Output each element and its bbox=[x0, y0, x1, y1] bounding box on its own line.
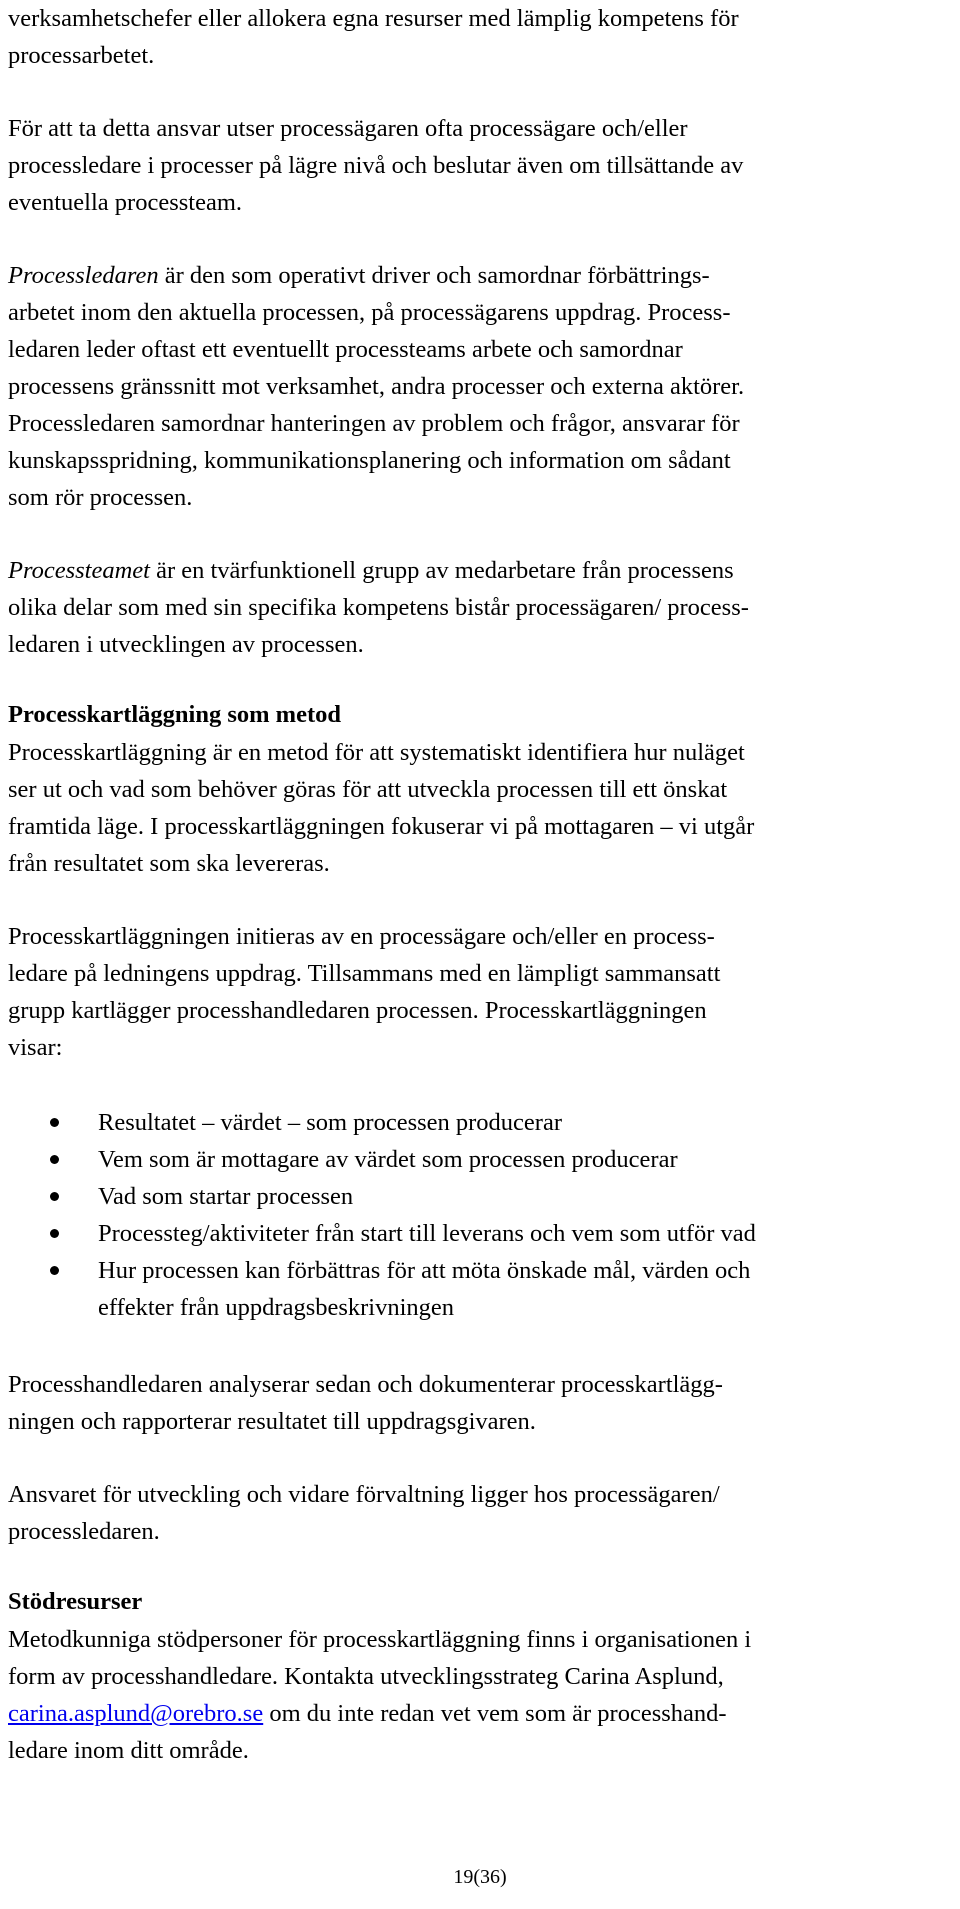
paragraph-gap bbox=[8, 1440, 948, 1476]
text-fragment: är en tvärfunktionell grupp av medarbetare från processens bbox=[149, 557, 734, 584]
text-line: visar: bbox=[8, 1034, 63, 1061]
leader-paragraph bbox=[8, 257, 948, 516]
text-line: ningen och rapporterar resultatet till uppdragsgivaren. bbox=[8, 1408, 536, 1435]
result-bullet-list bbox=[8, 1104, 948, 1326]
bullet-icon bbox=[50, 1192, 59, 1201]
text-line: verksamhetschefer eller allokera egna resurser med lämplig kompetens för bbox=[8, 5, 739, 32]
text-line: som rör processen. bbox=[8, 484, 193, 511]
paragraph-gap bbox=[8, 882, 948, 918]
text-fragment: är den som operativt driver och samordnar förbättrings- bbox=[158, 262, 710, 289]
text-line: grupp kartlägger processhandledaren processen. Processkartläggningen bbox=[8, 997, 707, 1024]
text-line bbox=[8, 257, 948, 294]
intro-paragraph bbox=[8, 0, 948, 74]
text-line: framtida läge. I processkartläggningen fokuserar vi på mottagaren – vi utgår bbox=[8, 813, 755, 840]
text-line bbox=[8, 1695, 948, 1732]
list-item-text: Hur processen kan förbättras för att möta önskade mål, värden och bbox=[98, 1257, 751, 1284]
list-item-text: Resultatet – värdet – som processen producerar bbox=[98, 1109, 562, 1136]
bullet-icon bbox=[50, 1229, 59, 1238]
text-line: ledaren i utvecklingen av processen. bbox=[8, 631, 364, 658]
document-page bbox=[8, 0, 948, 1769]
list-item bbox=[8, 1215, 948, 1252]
page-number: 19(36) bbox=[453, 1866, 507, 1888]
paragraph-gap bbox=[8, 74, 948, 110]
method-paragraph-4 bbox=[8, 1476, 948, 1550]
text-line: ledaren leder oftast ett eventuellt processteams arbete och samordnar bbox=[8, 336, 683, 363]
paragraph-gap bbox=[8, 1550, 948, 1583]
text-line: form av processhandledare. Kontakta utvecklingsstrateg Carina Asplund, bbox=[8, 1663, 724, 1690]
list-item bbox=[8, 1178, 948, 1215]
paragraph-gap bbox=[8, 1326, 948, 1366]
email-link[interactable]: carina.asplund@orebro.se bbox=[8, 1700, 264, 1727]
text-line: processledare i processer på lägre nivå och beslutar även om tillsättande av bbox=[8, 152, 744, 179]
bullet-icon bbox=[50, 1266, 59, 1275]
list-item-text: Vad som startar processen bbox=[98, 1183, 354, 1210]
text-line: arbetet inom den aktuella processen, på processägarens uppdrag. Process- bbox=[8, 299, 731, 326]
text-line: processarbetet. bbox=[8, 42, 155, 69]
section-heading-method: Processkartläggning som metod bbox=[8, 701, 341, 728]
list-item bbox=[8, 1104, 948, 1141]
list-item bbox=[8, 1252, 948, 1326]
bullet-icon bbox=[50, 1118, 59, 1127]
owner-paragraph bbox=[8, 110, 948, 221]
paragraph-gap bbox=[8, 1066, 948, 1104]
list-item-text: Vem som är mottagare av värdet som processen producerar bbox=[98, 1146, 678, 1173]
list-item bbox=[8, 1141, 948, 1178]
text-line: ledare inom ditt område. bbox=[8, 1737, 249, 1764]
text-line: Ansvaret för utveckling och vidare förvaltning ligger hos processägaren/ bbox=[8, 1481, 720, 1508]
text-line: Metodkunniga stödpersoner för processkartläggning finns i organisationen i bbox=[8, 1626, 752, 1653]
text-line: eventuella processteam. bbox=[8, 189, 243, 216]
text-line: processledaren. bbox=[8, 1518, 160, 1545]
paragraph-gap bbox=[8, 663, 948, 696]
text-line: Processhandledaren analyserar sedan och dokumenterar processkartlägg- bbox=[8, 1371, 723, 1398]
paragraph-gap bbox=[8, 221, 948, 257]
text-line: Processkartläggningen initieras av en processägare och/eller en process- bbox=[8, 923, 715, 950]
text-line: Processledaren samordnar hanteringen av problem och frågor, ansvarar för bbox=[8, 410, 740, 437]
text-line: ledare på ledningens uppdrag. Tillsammans med en lämpligt sammansatt bbox=[8, 960, 721, 987]
paragraph-gap bbox=[8, 516, 948, 552]
text-line: kunskapsspridning, kommunikationsplanering och information om sådant bbox=[8, 447, 731, 474]
text-line: Processkartläggning är en metod för att systematiskt identifiera hur nuläget bbox=[8, 739, 745, 766]
text-line: från resultatet som ska levereras. bbox=[8, 850, 330, 877]
term-processledaren: Processledaren bbox=[8, 262, 159, 289]
method-paragraph-1 bbox=[8, 734, 948, 882]
term-processteamet: Processteamet bbox=[8, 557, 150, 584]
text-line bbox=[8, 552, 948, 589]
text-fragment: om du inte redan vet vem som är processhand- bbox=[263, 1700, 727, 1727]
list-item-text-continuation: effekter från uppdragsbeskrivningen bbox=[98, 1294, 455, 1321]
text-line: olika delar som med sin specifika kompetens bistår processägaren/ process- bbox=[8, 594, 749, 621]
section-heading-support: Stödresurser bbox=[8, 1588, 143, 1615]
support-paragraph bbox=[8, 1621, 948, 1769]
team-paragraph bbox=[8, 552, 948, 663]
method-paragraph-2 bbox=[8, 918, 948, 1066]
bullet-icon bbox=[50, 1155, 59, 1164]
method-paragraph-3 bbox=[8, 1366, 948, 1440]
list-item-text: Processteg/aktiviteter från start till leverans och vem som utför vad bbox=[98, 1220, 756, 1247]
text-line: processens gränssnitt mot verksamhet, andra processer och externa aktörer. bbox=[8, 373, 745, 400]
text-line: ser ut och vad som behöver göras för att utveckla processen till ett önskat bbox=[8, 776, 728, 803]
text-line: För att ta detta ansvar utser processägaren ofta processägare och/eller bbox=[8, 115, 688, 142]
